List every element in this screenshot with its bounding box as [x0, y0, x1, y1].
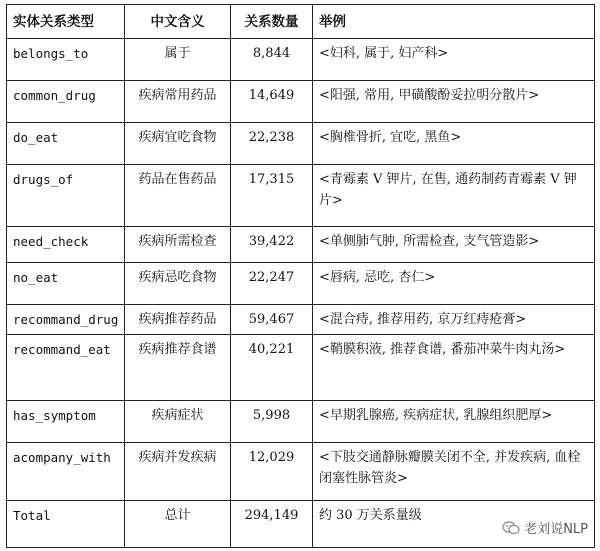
cell-type: drugs_of	[7, 165, 125, 227]
header-type: 实体关系类型	[7, 5, 125, 39]
cell-example: <唇病, 忌吃, 杏仁>	[313, 263, 595, 305]
cell-meaning: 疾病推荐食谱	[125, 335, 231, 401]
header-meaning: 中文含义	[125, 5, 231, 39]
table-row	[7, 335, 595, 401]
cell-example: <下肢交通静脉瓣膜关闭不全, 并发疾病, 血栓闭塞性脉管炎>	[313, 443, 595, 501]
cell-count: 22,247	[231, 263, 313, 305]
cell-meaning: 疾病宜吃食物	[125, 123, 231, 165]
cell-type: belongs_to	[7, 39, 125, 81]
table-row	[7, 305, 595, 335]
cell-type: do_eat	[7, 123, 125, 165]
table-header-row	[7, 5, 595, 39]
cell-count: 17,315	[231, 165, 313, 227]
table-row	[7, 123, 595, 165]
table-row	[7, 401, 595, 443]
cell-count: 22,238	[231, 123, 313, 165]
table-row	[7, 227, 595, 263]
header-example: 举例	[313, 5, 595, 39]
cell-count: 5,998	[231, 401, 313, 443]
cell-example: <混合痔, 推荐用药, 京万红痔疮膏>	[313, 305, 595, 335]
cell-type: has_symptom	[7, 401, 125, 443]
cell-example: <青霉素 V 钾片, 在售, 通药制药青霉素 V 钾片>	[313, 165, 595, 227]
cell-count: 12,029	[231, 443, 313, 501]
cell-example: <阳强, 常用, 甲磺酸酚妥拉明分散片>	[313, 81, 595, 123]
cell-type: Total	[7, 501, 125, 548]
cell-meaning: 总计	[125, 501, 231, 548]
wechat-icon	[502, 521, 520, 535]
watermark	[502, 518, 588, 537]
cell-meaning: 药品在售药品	[125, 165, 231, 227]
cell-meaning: 疾病忌吃食物	[125, 263, 231, 305]
cell-type: no_eat	[7, 263, 125, 305]
cell-meaning: 疾病并发疾病	[125, 443, 231, 501]
cell-meaning: 疾病症状	[125, 401, 231, 443]
cell-type: recommand_drug	[7, 305, 125, 335]
table-row	[7, 443, 595, 501]
cell-example: <妇科, 属于, 妇产科>	[313, 39, 595, 81]
table-row	[7, 39, 595, 81]
cell-example: 约 30 万关系量级	[313, 501, 595, 548]
cell-example: <早期乳腺癌, 疾病症状, 乳腺组织肥厚>	[313, 401, 595, 443]
cell-type: recommand_eat	[7, 335, 125, 401]
cell-count: 40,221	[231, 335, 313, 401]
cell-meaning: 属于	[125, 39, 231, 81]
cell-meaning: 疾病常用药品	[125, 81, 231, 123]
cell-example: <胸椎骨折, 宜吃, 黑鱼>	[313, 123, 595, 165]
cell-example: <鞘膜积液, 推荐食谱, 番茄冲菜牛肉丸汤>	[313, 335, 595, 401]
cell-type: need_check	[7, 227, 125, 263]
table-row	[7, 81, 595, 123]
cell-meaning: 疾病所需检查	[125, 227, 231, 263]
table-row	[7, 263, 595, 305]
relation-table	[6, 4, 595, 548]
cell-count: 294,149	[231, 501, 313, 548]
cell-count: 39,422	[231, 227, 313, 263]
cell-type: acompany_with	[7, 443, 125, 501]
cell-type: common_drug	[7, 81, 125, 123]
watermark-text: 老刘说NLP	[524, 522, 588, 537]
cell-meaning: 疾病推荐药品	[125, 305, 231, 335]
cell-count: 59,467	[231, 305, 313, 335]
table-row	[7, 165, 595, 227]
cell-count: 14,649	[231, 81, 313, 123]
cell-count: 8,844	[231, 39, 313, 81]
cell-example: <单侧肺气肿, 所需检查, 支气管造影>	[313, 227, 595, 263]
header-count: 关系数量	[231, 5, 313, 39]
